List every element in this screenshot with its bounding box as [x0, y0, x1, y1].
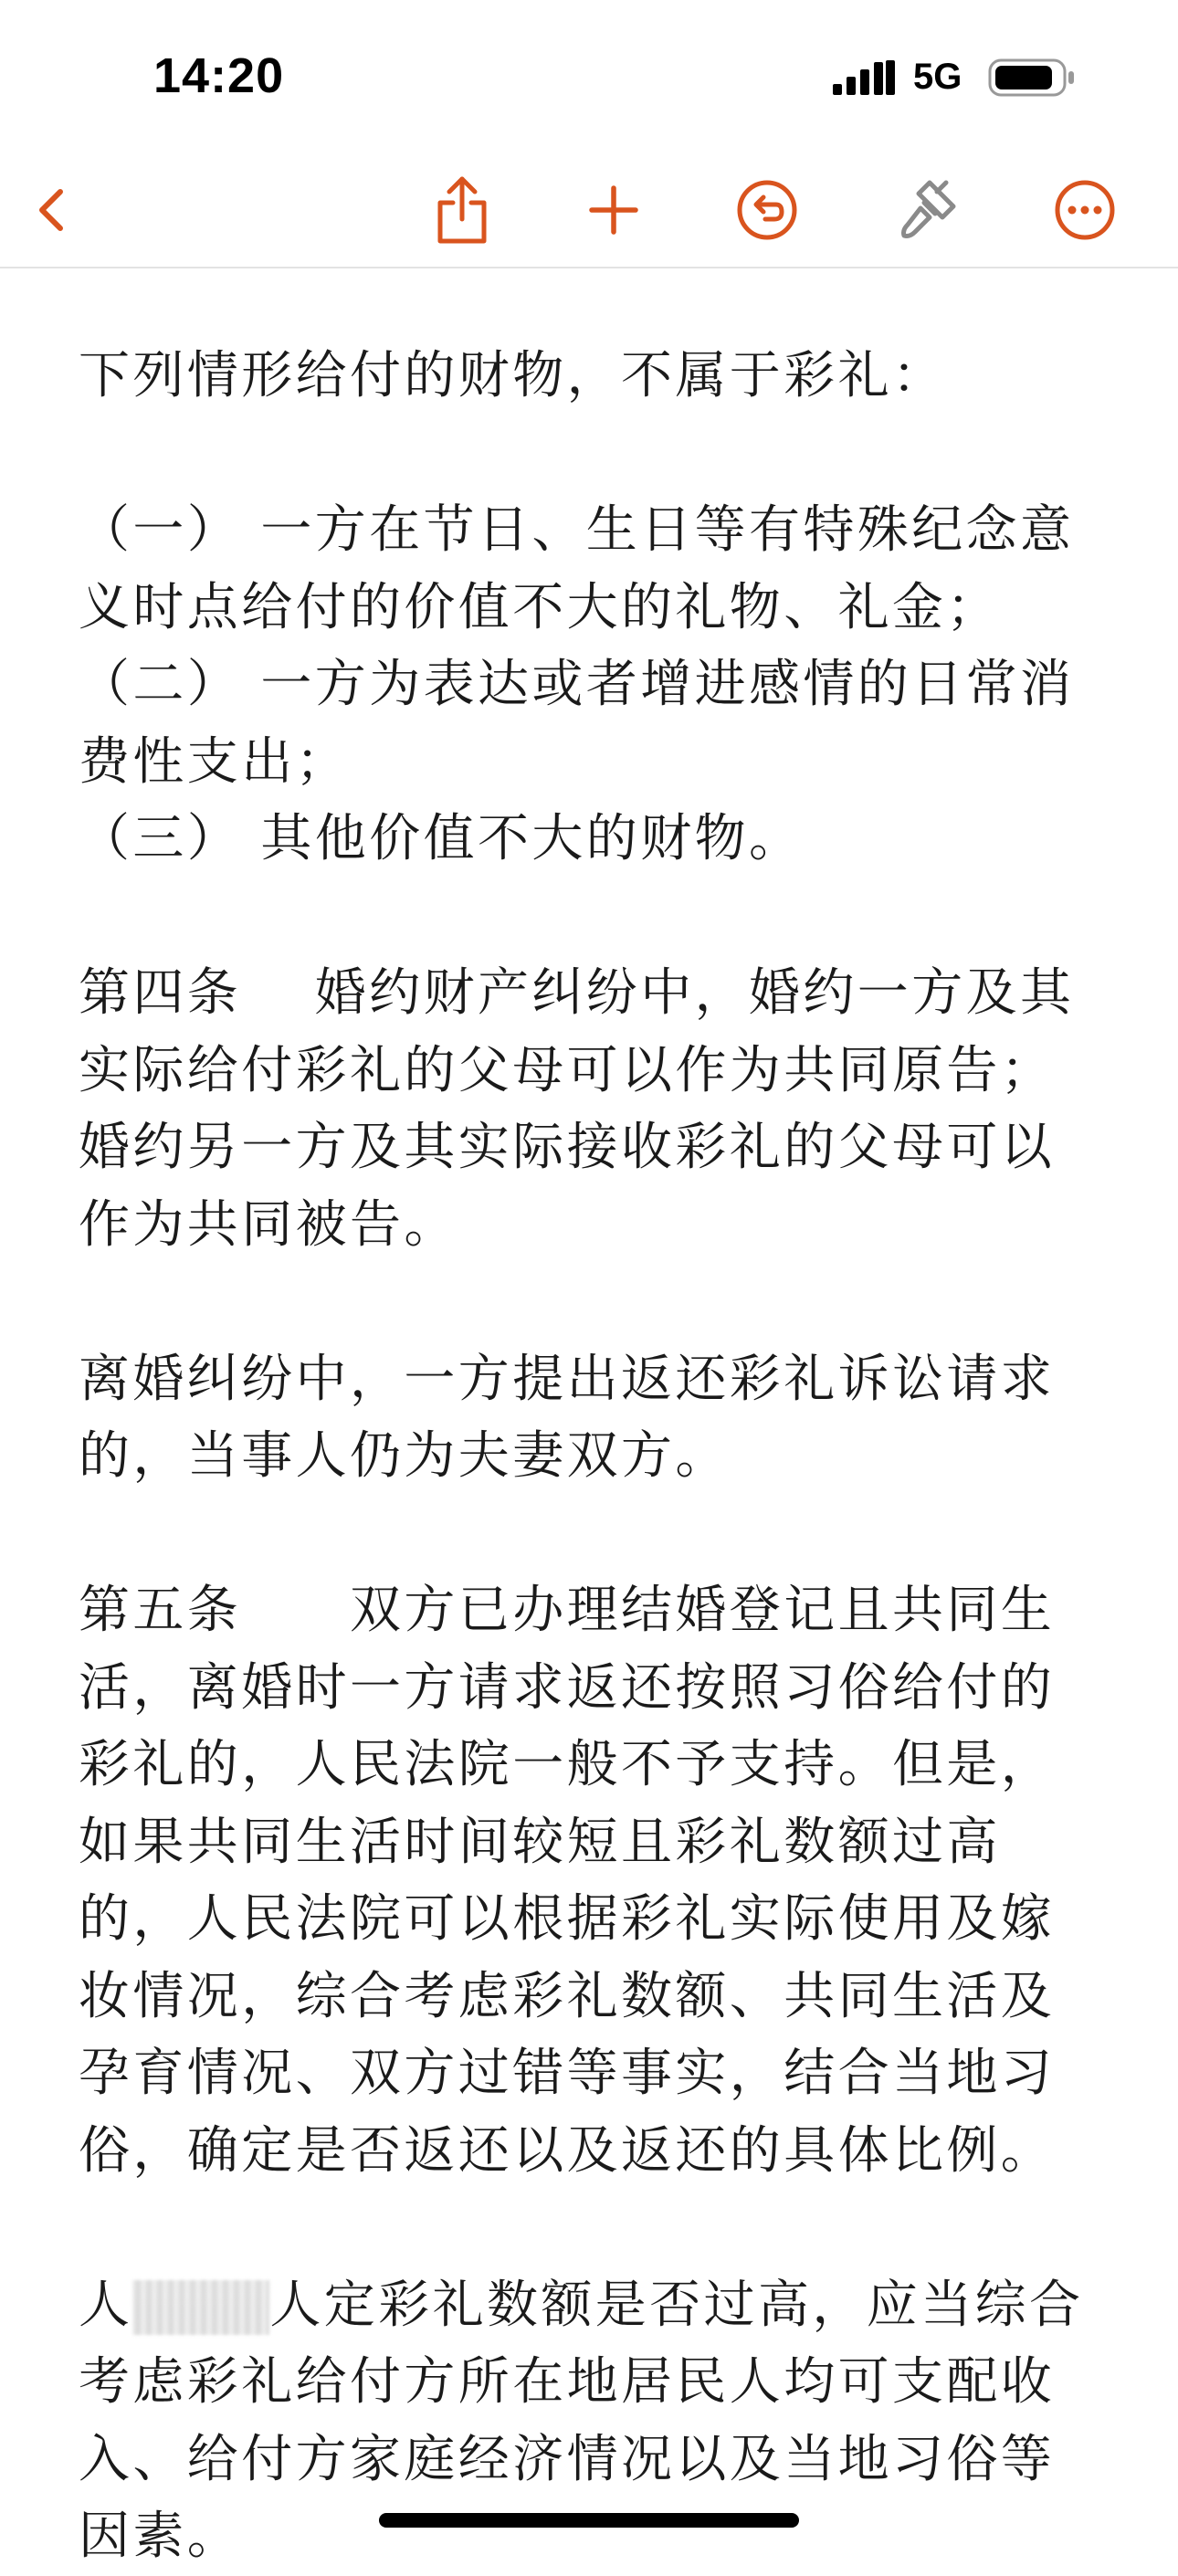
- back-chevron-icon: [26, 183, 80, 237]
- cellular-signal-icon: [833, 60, 897, 97]
- more-button[interactable]: [1045, 170, 1125, 250]
- back-button[interactable]: [13, 170, 93, 250]
- document-body[interactable]: [79, 267, 1101, 2576]
- spacer: [79, 1264, 1101, 1341]
- network-type: 5G: [913, 57, 962, 97]
- spacer: [79, 2190, 1101, 2267]
- undo-button[interactable]: [727, 170, 807, 250]
- more-icon: [1052, 177, 1118, 243]
- article-5: 第五条 双方已办理结婚登记且共同生活，离婚时一方请求返还按照习俗给付的彩礼的，人民法院一般不予支持。但是，如果共同生活时间较短且彩礼数额过高的，人民法院可以根据彩礼实际使用及嫁妆情况，综合考虑彩礼数额、共同生活及孕育情况、双方过错等事实，结合当地习俗，确定是否返还以及返还的具体比例。: [79, 1581, 1056, 2181]
- list-item-2: （二） 一方为表达或者增进感情的日常消费性支出；: [79, 655, 1075, 792]
- paragraph-last-start: 人: [79, 2275, 133, 2335]
- format-brush-button[interactable]: [888, 170, 968, 250]
- home-indicator[interactable]: [379, 2513, 799, 2528]
- undo-icon: [734, 177, 800, 243]
- list-item-3: （三） 其他价值不大的财物。: [79, 809, 804, 868]
- add-button[interactable]: [573, 170, 654, 250]
- spacer: [79, 267, 1101, 338]
- redacted-blur: [132, 2280, 269, 2335]
- list-item-1: （一） 一方在节日、生日等有特殊纪念意义时点给付的价值不大的礼物、礼金；: [79, 500, 1075, 637]
- article-4: 第四条 婚约财产纠纷中，婚约一方及其实际给付彩礼的父母可以作为共同原告；婚约另一方及其实际接收彩礼的父母可以作为共同被告。: [79, 963, 1075, 1255]
- paragraph-last-rest: 人定彩礼数额是否过高，应当综合考虑彩礼给付方所在地居民人均可支配收入、给付方家庭经济情况以及当地习俗等因素。: [79, 2275, 1084, 2566]
- spacer: [79, 415, 1101, 493]
- paragraph-last: [79, 2267, 1101, 2576]
- toolbar: [0, 155, 1178, 268]
- paintbrush-icon: [893, 175, 962, 245]
- spacer: [79, 878, 1101, 956]
- paragraph-intro: 下列情形给付的财物，不属于彩礼：: [79, 346, 947, 405]
- battery-icon: [988, 58, 1076, 97]
- status-bar: [0, 0, 1178, 155]
- paragraph-divorce: 离婚纠纷中，一方提出返还彩礼诉讼请求的，当事人仍为夫妻双方。: [79, 1349, 1056, 1486]
- spacer: [79, 1496, 1101, 1573]
- share-icon: [429, 173, 495, 247]
- status-time: 14:20: [153, 48, 285, 103]
- plus-icon: [584, 181, 643, 239]
- share-button[interactable]: [422, 170, 502, 250]
